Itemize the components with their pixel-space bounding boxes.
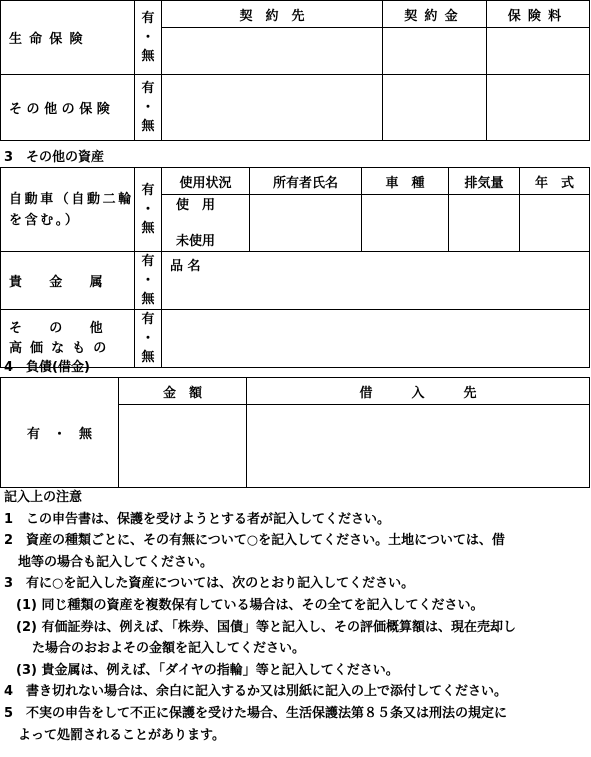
item-name-label: 品 名 [170, 259, 201, 274]
vehicle-yes-no[interactable]: 有 ・ 無 [135, 168, 162, 252]
debt-amount-cell[interactable] [119, 405, 247, 488]
life-insurance-label: 生命保険 [1, 1, 135, 75]
debt-table [0, 377, 590, 488]
precious-metals-yes-no[interactable]: 有 ・ 無 [135, 252, 162, 310]
instruction-item: (1) 同じ種類の資産を複数保有している場合は、その全てを記入してください。 [16, 597, 484, 613]
instruction-item: (2) 有価証券は、例えば、「株券、国債」等と記入し、その評価概算額は、現在売却し [16, 619, 516, 635]
instruction-item: た場合のおおよその金額を記入してください。 [32, 641, 306, 657]
instruction-item: 5 不実の申告をして不正に保護を受けた場合、生活保護法第８５条又は刑法の規定に [4, 705, 508, 721]
year-cell[interactable] [520, 195, 590, 252]
vehicle-label: 自動車（自動二輪を含む。） [1, 168, 135, 252]
other-valuables-label: その他 高価なもの [1, 310, 135, 368]
life-insurance-yes-no[interactable]: 有 ・ 無 [135, 1, 162, 75]
other-insurance-label: その他の保険 [1, 75, 135, 141]
precious-metals-items-cell[interactable] [162, 252, 590, 310]
unused-option[interactable]: 未使用 [176, 233, 216, 249]
usage-cell[interactable] [162, 195, 250, 252]
precious-metals-label: 貴金属 [1, 252, 135, 310]
other-valuables-yes-no[interactable]: 有 ・ 無 [135, 310, 162, 368]
usage-header: 使用状況 [162, 168, 250, 195]
life-contractor-cell[interactable] [162, 28, 383, 75]
instruction-item: 地等の場合も記入してください。 [18, 554, 214, 570]
in-use-option[interactable]: 使 用 [176, 197, 216, 213]
instruction-item: 2 資産の種類ごとに、その有無について○を記入してください。土地については、借 [4, 533, 505, 549]
other-premium-cell[interactable] [487, 75, 590, 141]
instruction-item: 1 この申告書は、保護を受けようとする者が記入してください。 [4, 511, 391, 527]
other-amount-cell[interactable] [383, 75, 487, 141]
contractor-header: 契 約 先 [162, 1, 383, 28]
owner-cell[interactable] [250, 195, 362, 252]
other-valuables-cell[interactable] [162, 310, 590, 368]
model-header: 車 種 [362, 168, 449, 195]
other-insurance-yes-no[interactable]: 有 ・ 無 [135, 75, 162, 141]
displacement-header: 排気量 [449, 168, 520, 195]
amount-header: 契約金 [383, 1, 487, 28]
instruction-item: 3 有に○を記入した資産については、次のとおり記入してください。 [4, 576, 415, 592]
assets-table [0, 167, 590, 368]
debt-yes-no[interactable]: 有 ・ 無 [1, 378, 119, 488]
debt-amount-header: 金 額 [119, 378, 247, 405]
instruction-item: よって処罰されることがあります。 [18, 727, 225, 743]
instructions-title: 記入上の注意 [4, 490, 83, 505]
insurance-table [0, 0, 590, 141]
instruction-item: (3) 貴金属は、例えば、「ダイヤの指輪」等と記入してください。 [16, 662, 399, 678]
life-amount-cell[interactable] [383, 28, 487, 75]
displacement-cell[interactable] [449, 195, 520, 252]
section-3-title: 3 その他の資産 [4, 150, 105, 165]
lender-cell[interactable] [247, 405, 590, 488]
lender-header: 借 入 先 [247, 378, 590, 405]
life-premium-cell[interactable] [487, 28, 590, 75]
instruction-item: 4 書き切れない場合は、余白に記入するか又は別紙に記入の上で添付してください。 [4, 684, 508, 700]
year-header: 年 式 [520, 168, 590, 195]
section-4-title: 4 負債(借金) [4, 360, 90, 375]
premium-header: 保険料 [487, 1, 590, 28]
instructions [4, 487, 588, 746]
owner-header: 所有者氏名 [250, 168, 362, 195]
other-contractor-cell[interactable] [162, 75, 383, 141]
model-cell[interactable] [362, 195, 449, 252]
